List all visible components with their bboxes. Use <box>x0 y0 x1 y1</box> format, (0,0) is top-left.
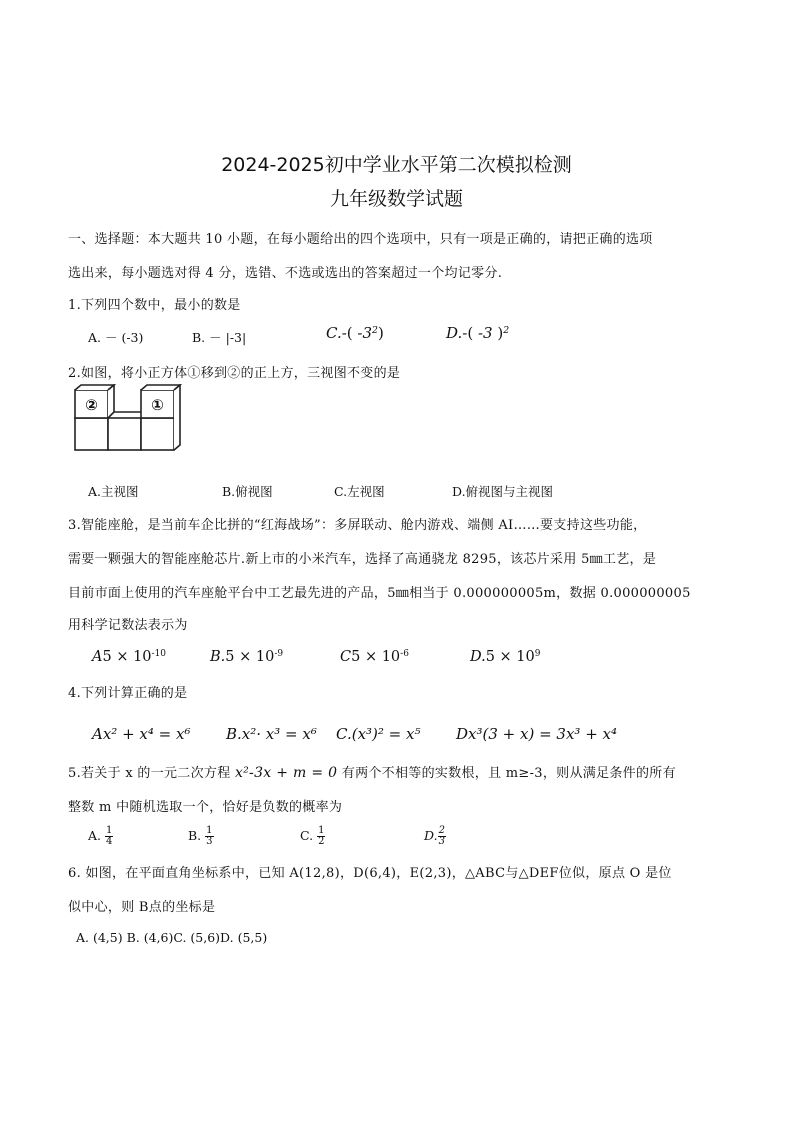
q3-option-a-exp: -10 <box>151 649 166 660</box>
q5-stem-part1: 5.若关于 x 的一元二次方程 <box>68 766 231 781</box>
section-intro-line1: 一、选择题：本大题共 10 小题，在每小题给出的四个选项中，只有一项是正确的，请把正确的选项 <box>68 232 653 247</box>
q3-option-d-base: 5 × 10 <box>485 649 535 665</box>
q4-option-a <box>92 725 190 743</box>
q4-option-b-letter: B. <box>226 725 242 743</box>
q1-stem: 1.下列四个数中，最小的数是 <box>68 298 241 313</box>
q3-option-d-letter: D. <box>470 649 486 665</box>
q1-option-b: B. － |-3| <box>192 330 247 345</box>
q1-option-c: C.-( $-3^2$) <box>326 324 384 342</box>
q5-option-b-num: 1 <box>206 825 213 836</box>
q2-option-b: B.俯视图 <box>222 484 273 499</box>
q5-option-b-letter: B. <box>188 828 202 843</box>
q3-option-b <box>210 649 283 665</box>
cube-top-left-side <box>108 385 114 418</box>
q1-option-c-base: -3 <box>357 324 373 342</box>
cube-bottom-left <box>75 418 108 450</box>
q3-option-a-letter: A <box>92 649 103 665</box>
q4-option-d-letter: D <box>456 725 469 743</box>
q3-option-c-letter: C <box>340 649 352 665</box>
q3-option-b-base: 5 × 10 <box>225 649 275 665</box>
cube-bottom-middle <box>108 418 141 450</box>
q5-option-a-letter: A. <box>88 828 102 843</box>
q4-option-d <box>456 725 617 743</box>
q4-option-b <box>226 725 317 743</box>
q3-option-b-letter: B. <box>210 649 226 665</box>
q1-option-d-base: -3 <box>477 324 493 342</box>
q5-option-c <box>300 826 325 847</box>
q5-option-a-den: 4 <box>106 836 113 847</box>
q3-option-c <box>340 649 409 665</box>
q4-option-c-expr: (x³)² = x⁵ <box>351 725 421 743</box>
q4-stem: 4.下列计算正确的是 <box>68 686 188 701</box>
q5-option-b-fraction <box>205 826 213 847</box>
q3-option-d <box>470 649 540 665</box>
q5-option-b-den: 3 <box>206 836 213 847</box>
q6-stem-line1: 6. 如图，在平面直角坐标系中，已知 A(12,8)，D(6,4)，E(2,3)，△ABC与△DEF位似，原点 O 是位 <box>68 866 672 881</box>
q5-stem-line2: 整数 m 中随机选取一个，恰好是负数的概率为 <box>68 800 343 815</box>
q3-option-b-exp: -9 <box>274 649 284 660</box>
q5-option-c-fraction <box>317 826 325 847</box>
q3-stem-line2: 需要一颗强大的智能座舱芯片.新上市的小米汽车，选择了高通骁龙 8295，该芯片采用 5㎜工艺，是 <box>68 552 657 567</box>
q5-option-a <box>88 826 113 847</box>
q5-option-d-num: 2 <box>438 825 445 836</box>
q5-option-d-fraction <box>438 826 446 847</box>
q4-option-a-expr: x² + x⁴ = x⁶ <box>102 725 191 743</box>
exam-subtitle: 九年级数学试题 <box>329 188 463 210</box>
q3-option-a <box>92 649 166 665</box>
exam-title: 2024-2025初中学业水平第二次模拟检测 <box>221 154 572 176</box>
q6-stem-line2: 似中心，则 B点的坐标是 <box>68 900 216 915</box>
q4-option-c-letter: C. <box>336 725 352 743</box>
q2-option-a: A.主视图 <box>88 484 139 499</box>
q5-option-d <box>424 826 446 847</box>
cube-label-2: ② <box>85 396 98 414</box>
q3-stem-line1: 3.智能座舱，是当前车企比拼的“红海战场”：多屏联动、舱内游戏、端侧 AI……要支持这些功能， <box>68 518 647 533</box>
q3-option-c-base: 5 × 10 <box>351 649 401 665</box>
q3-option-d-exp: 9 <box>534 649 541 660</box>
q5-option-a-fraction <box>105 826 113 847</box>
q2-option-d: D.俯视图与主视图 <box>452 484 554 499</box>
q4-option-c <box>336 725 421 743</box>
q5-option-d-letter: D. <box>424 828 438 843</box>
q5-stem-part2: 有两个不相等的实数根，且 m≥-3，则从满足条件的所有 <box>341 766 676 781</box>
q6-options: A. (4,5) B. (4,6)C. (5,6)D. (5,5) <box>76 930 268 945</box>
q4-option-a-letter: A <box>92 725 103 743</box>
q5-option-d-den: 3 <box>438 836 445 847</box>
cube-bottom-right <box>141 418 174 450</box>
q5-option-b <box>188 826 214 847</box>
q5-option-a-num: 1 <box>106 825 113 836</box>
q2-cube-figure <box>72 384 184 454</box>
q4-option-d-expr: x³(3 + x) = 3x³ + x⁴ <box>468 725 618 743</box>
q1-option-d-exp: 2 <box>503 324 510 336</box>
q1-option-d: D.-( -3 )$^2$ <box>446 324 510 342</box>
q3-option-a-base: 5 × 10 <box>102 649 152 665</box>
q2-stem: 2.如图，将小正方体①移到②的正上方，三视图不变的是 <box>68 366 401 381</box>
q5-equation: x²-3x + m = 0 <box>234 765 338 781</box>
q5-option-c-den: 2 <box>318 836 325 847</box>
q1-option-c-prefix: C.- <box>326 324 347 342</box>
q5-option-c-letter: C. <box>300 828 314 843</box>
q3-stem-line4: 用科学记数法表示为 <box>68 618 188 633</box>
q1-option-d-prefix: D.- <box>446 324 468 342</box>
q1-option-c-exp: 2 <box>372 324 378 336</box>
q3-option-c-exp: -6 <box>400 649 409 660</box>
section-intro-line2: 选出来，每小题选对得 4 分，选错、不选或选出的答案超过一个均记零分. <box>68 266 503 281</box>
q5-option-c-num: 1 <box>318 825 325 836</box>
q2-option-c: C.左视图 <box>334 484 385 499</box>
cube-right-side <box>174 385 180 450</box>
q4-option-b-expr: x²· x³ = x⁶ <box>241 725 317 743</box>
q1-option-a: A. － (-3) <box>88 330 144 345</box>
cube-label-1: ① <box>151 396 164 414</box>
q5-stem-line1 <box>68 762 676 781</box>
q3-stem-line3: 目前市面上使用的汽车座舱平台中工艺最先进的产品，5㎜相当于 0.000000005m，数据 0.000000005 <box>68 586 691 601</box>
